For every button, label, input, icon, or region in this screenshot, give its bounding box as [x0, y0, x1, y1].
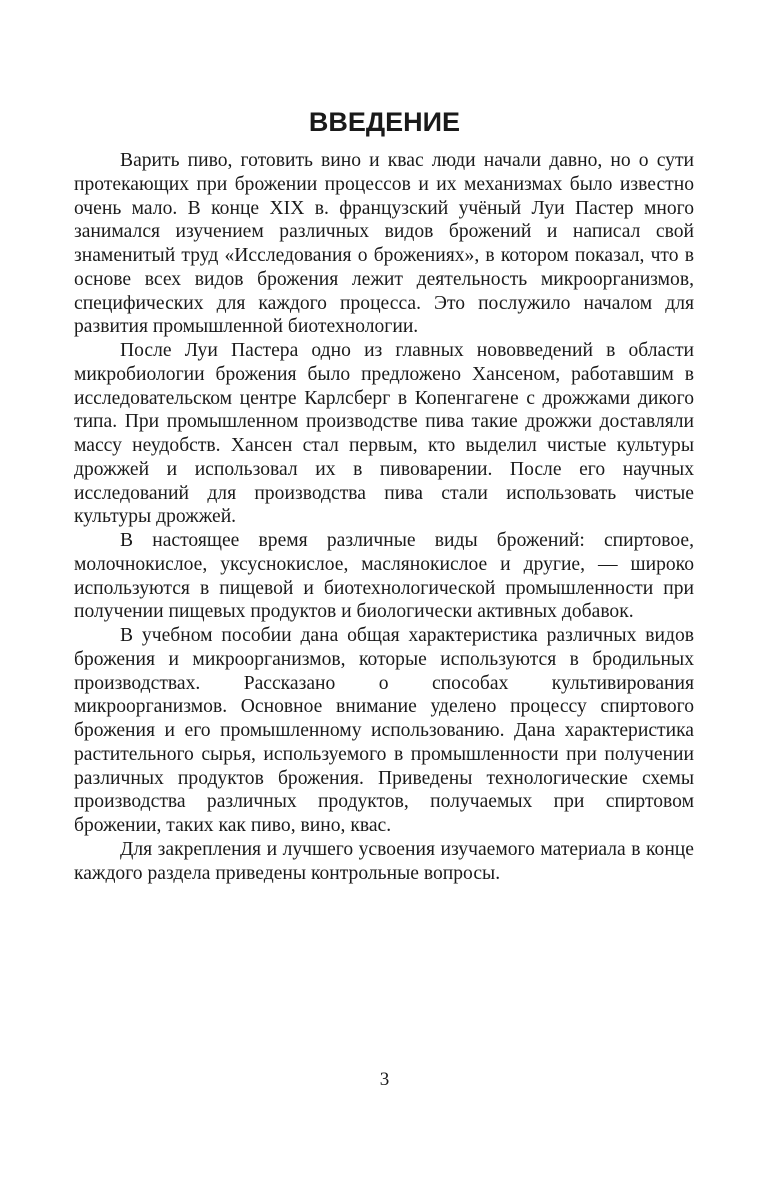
paragraph-review-questions: Для закрепления и лучшего усвоения изучаемого материала в конце каждого раздела приведены контрольные вопросы.	[74, 838, 694, 884]
page-title: ВВЕДЕНИЕ	[308, 107, 461, 137]
paragraph-textbook-contents: В учебном пособии дана общая характеристика различных видов брожения и микроорганизмов, которые используются в бродильных производствах. Рассказано о способах культивирования микроорганизмов. Основное внимание уделено процессу спиртового брожения и его промышленному использованию. Дана характеристика растительного сырья, используемого в промышленности при получении различных продуктов брожения. Приведены технологические схемы производства различных продуктов, получаемых при спиртовом брожении, таких как пиво, вино, квас.	[74, 625, 694, 836]
body-text	[74, 149, 694, 885]
paragraph-pasteur: Варить пиво, готовить вино и квас люди начали давно, но о сути протекающих при брожении процессов и их механизмах было известно очень мало. В конце XIX в. французский учёный Луи Пастер много занимался изучением различных видов брожений и написал свой знаменитый труд «Исследования о брожениях», в котором показал, что в основе всех видов брожения лежит деятельность микроорганизмов, специфических для каждого процесса. Это послужило началом для развития промышленной биотехнологии.	[74, 150, 694, 338]
paragraph-hansen: После Луи Пастера одно из главных нововведений в области микробиологии брожения было предложено Хансеном, работавшим в исследовательском центре Карлсберг в Копенгагене с дрожжами дикого типа. При промышленном производстве пива такие дрожжи доставляли массу неудобств. Хансен стал первым, кто выделил чистые культуры дрожжей и использовал их в пивоварении. После его научных исследований для производства пива стали использовать чистые культуры дрожжей.	[74, 340, 694, 528]
page-number: 3	[379, 1069, 390, 1090]
paragraph-fermentation-types: В настоящее время различные виды брожений: спиртовое, молочнокислое, уксуснокислое, маслянокислое и другие, — широко используются в пищевой и биотехнологической промышленности при получении пищевых продуктов и биологически активных добавок.	[74, 530, 694, 623]
